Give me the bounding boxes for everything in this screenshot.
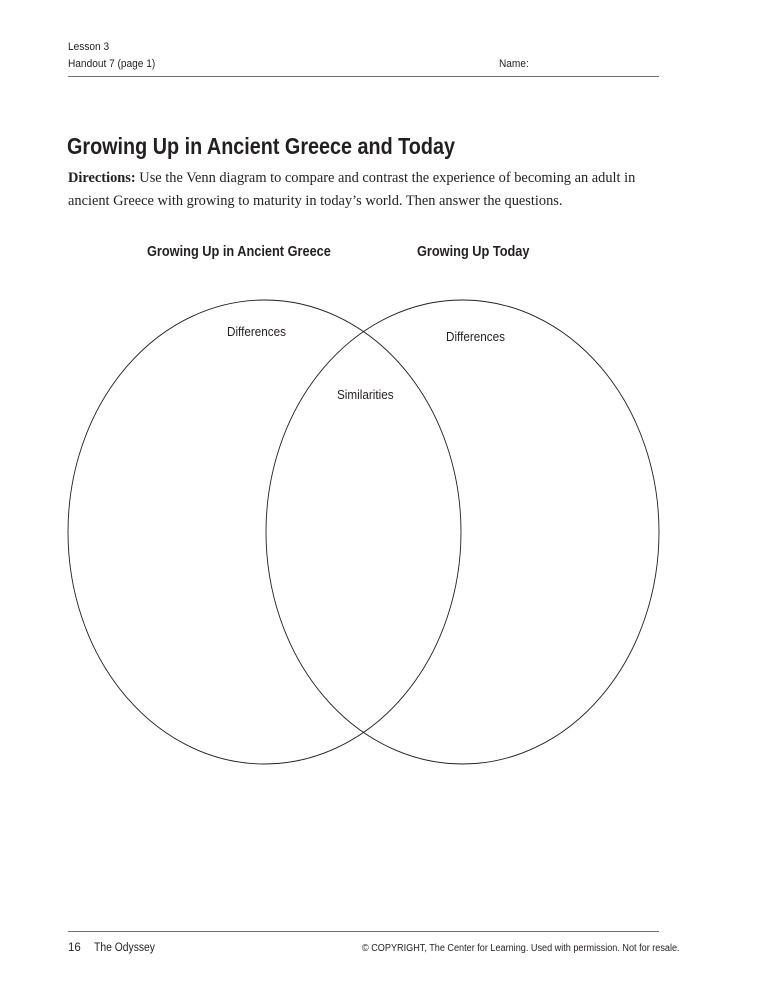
directions-lead: Directions:: [68, 170, 136, 186]
lesson-label: Lesson 3: [68, 41, 110, 53]
left-circle: [68, 300, 461, 764]
left-differences-label: Differences: [227, 324, 286, 339]
page-title: Growing Up in Ancient Greece and Today: [67, 133, 455, 159]
right-differences-label: Differences: [446, 329, 505, 344]
copyright-notice: © COPYRIGHT, The Center for Learning. Used with permission. Not for resale.: [362, 943, 680, 954]
name-label: Name:: [499, 58, 529, 70]
page-number: 16: [68, 942, 81, 954]
directions-text: Use the Venn diagram to compare and contrast the experience of becoming an adult in ancient Greece with growing to maturity in today’s world. Then answer the questions.: [68, 170, 636, 209]
right-circle-heading: Growing Up Today: [417, 244, 530, 260]
handout-label: Handout 7 (page 1): [68, 58, 156, 70]
left-circle-heading: Growing Up in Ancient Greece: [147, 244, 331, 260]
book-title: The Odyssey: [94, 942, 155, 954]
right-circle: [266, 300, 659, 764]
similarities-label: Similarities: [337, 387, 394, 402]
footer-rule: [68, 931, 659, 932]
